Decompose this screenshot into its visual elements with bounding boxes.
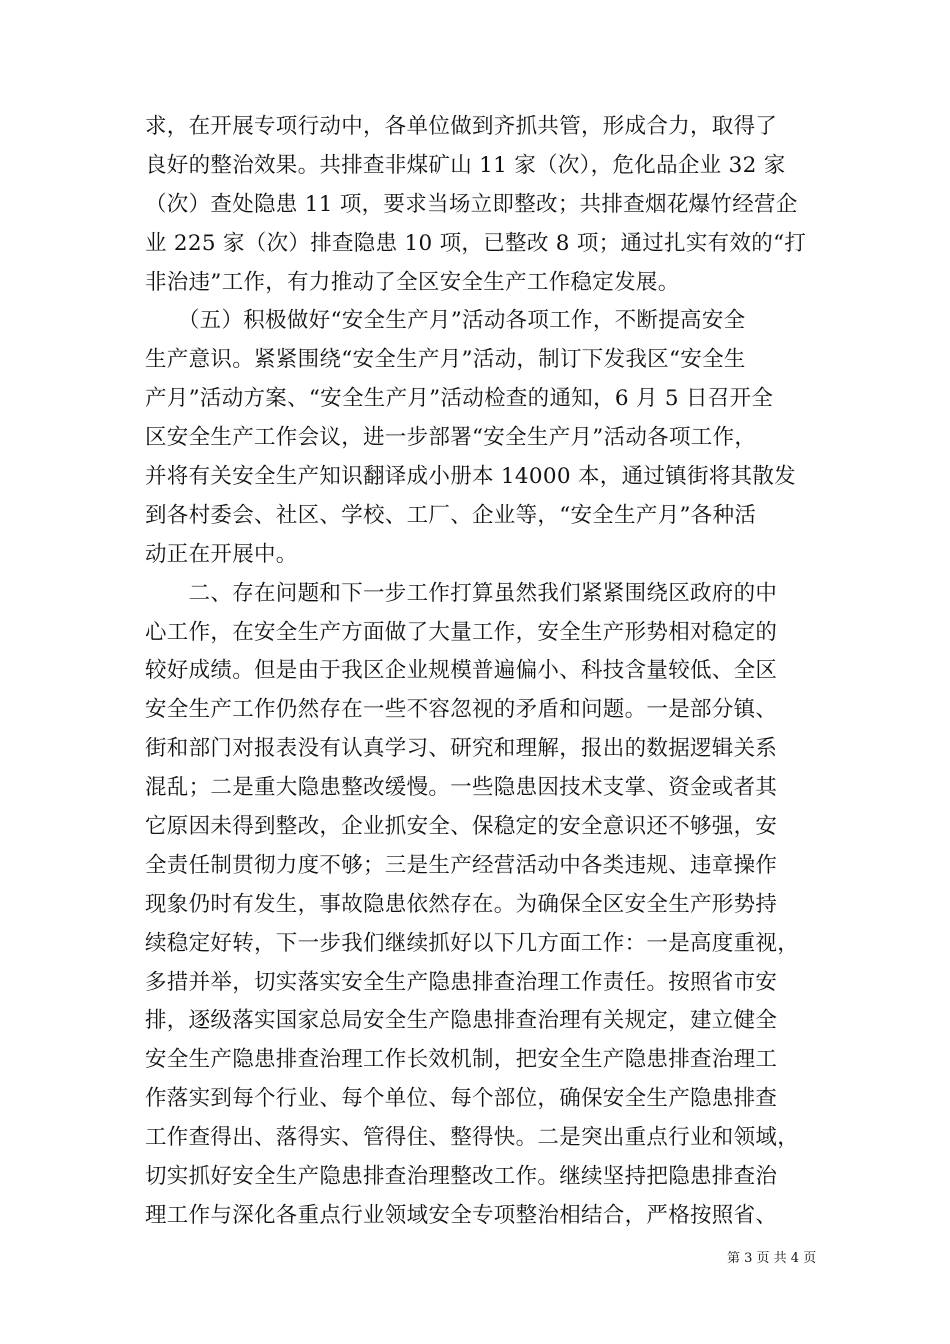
text-line: （次）查处隐患 11 项，要求当场立即整改；共排查烟花爆竹经营企 xyxy=(145,191,798,217)
text-line: 区安全生产工作会议，进一步部署“安全生产月”活动各项工作， xyxy=(145,425,757,451)
text-line: 作落实到每个行业、每个单位、每个部位，确保安全生产隐患排查 xyxy=(145,1086,778,1112)
document-body xyxy=(145,108,825,1236)
text-line: 产月”活动方案、“安全生产月”活动检查的通知，6 月 5 日召开全 xyxy=(145,386,774,412)
text-line: 续稳定好转，下一步我们继续抓好以下几方面工作：一是高度重视， xyxy=(145,930,800,956)
text-line: 业 225 家（次）排查隐患 10 项，已整改 8 项；通过扎实有效的“打 xyxy=(145,230,807,256)
text-line: 并将有关安全生产知识翻译成小册本 14000 本，通过镇街将其散发 xyxy=(145,464,796,490)
text-line: 全责任制贯彻力度不够；三是生产经营活动中各类违规、违章操作 xyxy=(145,852,778,878)
text-line: 动正在开展中。 xyxy=(145,541,298,567)
text-line: 心工作，在安全生产方面做了大量工作，安全生产形势相对稳定的 xyxy=(145,619,778,645)
text-line: 多措并举，切实落实安全生产隐患排查治理工作责任。按照省市安 xyxy=(145,969,778,995)
text-line: 工作查得出、落得实、管得住、整得快。二是突出重点行业和领域， xyxy=(145,1125,800,1151)
text-line: 它原因未得到整改，企业抓安全、保稳定的安全意识还不够强，安 xyxy=(145,814,778,840)
text-line: 现象仍时有发生，事故隐患依然存在。为确保全区安全生产形势持 xyxy=(145,891,778,917)
text-line: 混乱；二是重大隐患整改缓慢。一些隐患因技术支掌、资金或者其 xyxy=(145,775,778,801)
text-line: 求，在开展专项行动中，各单位做到齐抓共管，形成合力，取得了 xyxy=(145,114,778,139)
text-line: （五）积极做好“安全生产月”活动各项工作，不断提高安全 xyxy=(145,308,746,334)
text-line: 二、存在问题和下一步工作打算虽然我们紧紧围绕区政府的中 xyxy=(145,580,778,606)
text-line: 排，逐级落实国家总局安全生产隐患排查治理有关规定，建立健全 xyxy=(145,1008,778,1034)
text-line: 街和部门对报表没有认真学习、研究和理解，报出的数据逻辑关系 xyxy=(145,736,778,762)
text-line: 到各村委会、社区、学校、工厂、企业等，“安全生产月”各种活 xyxy=(145,502,757,528)
text-line: 安全生产隐患排查治理工作长效机制，把安全生产隐患排查治理工 xyxy=(145,1047,778,1073)
text-line: 较好成绩。但是由于我区企业规模普遍偏小、科技含量较低、全区 xyxy=(145,658,778,684)
text-line: 良好的整治效果。共排查非煤矿山 11 家（次），危化品企业 32 家 xyxy=(145,152,786,178)
text-line: 非治违”工作，有力推动了全区安全生产工作稳定发展。 xyxy=(145,269,680,295)
text-line: 生产意识。紧紧围绕“安全生产月”活动，制订下发我区“安全生 xyxy=(145,347,746,373)
text-line: 切实抓好安全生产隐患排查治理整改工作。继续坚持把隐患排查治 xyxy=(145,1164,778,1190)
text-line: 理工作与深化各重点行业领域安全专项整治相结合，严格按照省、 xyxy=(145,1202,778,1228)
text-line: 安全生产工作仍然存在一些不容忽视的矛盾和问题。一是部分镇、 xyxy=(145,697,778,723)
page-number-footer: 第 3 页 共 4 页 xyxy=(727,1251,817,1266)
